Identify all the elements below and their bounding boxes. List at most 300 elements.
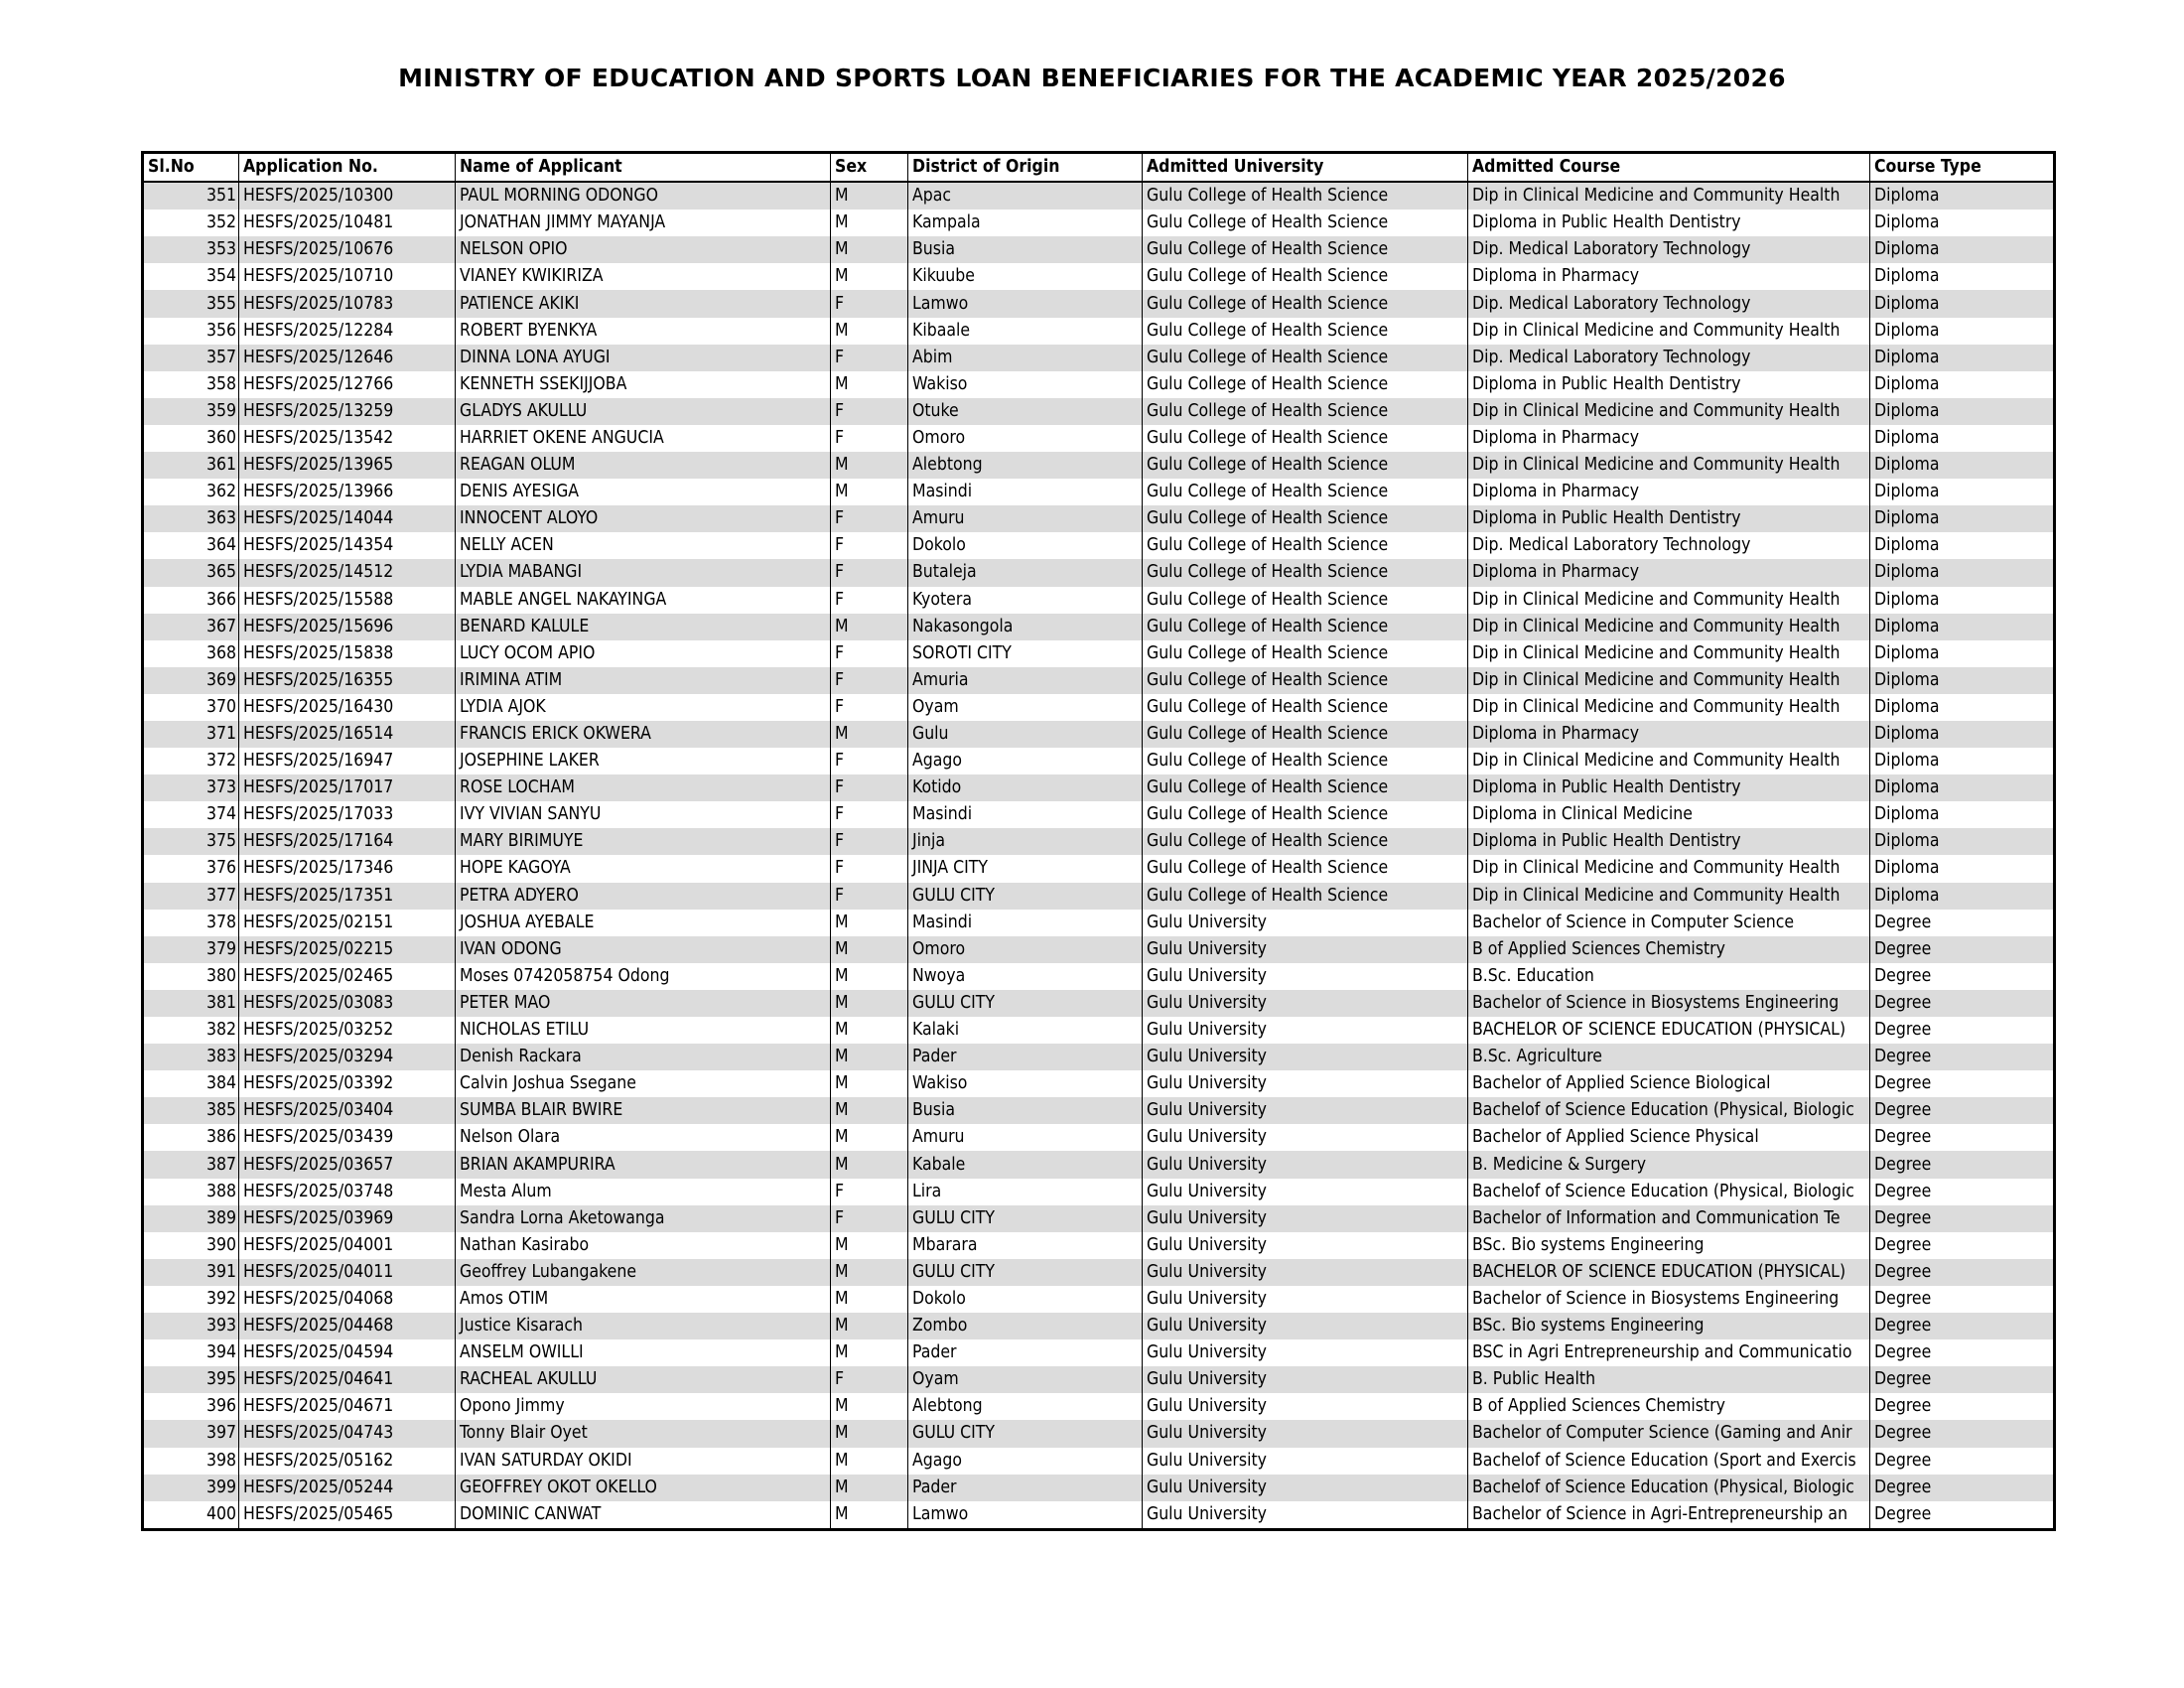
cell-sex: F	[831, 559, 908, 586]
cell-name: BENARD KALULE	[456, 614, 831, 640]
table-row	[143, 1286, 2055, 1313]
cell-name: MABLE ANGEL NAKAYINGA	[456, 587, 831, 614]
cell-district: Wakiso	[908, 371, 1143, 398]
table-row	[143, 801, 2055, 828]
cell-name: IVY VIVIAN SANYU	[456, 801, 831, 828]
cell-university: Gulu College of Health Science	[1143, 855, 1468, 882]
cell-university: Gulu College of Health Science	[1143, 748, 1468, 774]
cell-university: Gulu College of Health Science	[1143, 425, 1468, 452]
cell-district: Amuria	[908, 667, 1143, 694]
cell-application-no: HESFS/2025/05162	[239, 1448, 456, 1475]
cell-course: Dip in Clinical Medicine and Community Health	[1468, 452, 1870, 479]
cell-course: Bachelof of Science Education (Physical, Biologic	[1468, 1179, 1870, 1205]
table-row	[143, 318, 2055, 345]
cell-university: Gulu College of Health Science	[1143, 345, 1468, 371]
cell-sex: F	[831, 290, 908, 317]
table-row	[143, 667, 2055, 694]
cell-course: BSC in Agri Entrepreneurship and Communicatio	[1468, 1339, 1870, 1366]
cell-name: Opono Jimmy	[456, 1393, 831, 1420]
cell-sex: F	[831, 398, 908, 425]
cell-application-no: HESFS/2025/04011	[239, 1259, 456, 1286]
cell-application-no: HESFS/2025/16947	[239, 748, 456, 774]
cell-application-no: HESFS/2025/13542	[239, 425, 456, 452]
cell-course: Bachelor of Science in Agri-Entrepreneurship an	[1468, 1501, 1870, 1530]
cell-application-no: HESFS/2025/10481	[239, 210, 456, 236]
cell-slno: 368	[143, 640, 239, 667]
cell-district: Amuru	[908, 1124, 1143, 1151]
cell-district: GULU CITY	[908, 883, 1143, 910]
cell-application-no: HESFS/2025/04001	[239, 1232, 456, 1259]
cell-course-type: Diploma	[1870, 371, 2055, 398]
cell-application-no: HESFS/2025/17346	[239, 855, 456, 882]
cell-course-type: Diploma	[1870, 318, 2055, 345]
cell-district: Apac	[908, 182, 1143, 210]
cell-course-type: Diploma	[1870, 425, 2055, 452]
cell-course-type: Diploma	[1870, 345, 2055, 371]
cell-course-type: Degree	[1870, 1151, 2055, 1178]
cell-sex: M	[831, 990, 908, 1017]
cell-course: B. Public Health	[1468, 1366, 1870, 1393]
cell-district: Kikuube	[908, 263, 1143, 290]
cell-course: Diploma in Pharmacy	[1468, 721, 1870, 748]
cell-university: Gulu College of Health Science	[1143, 236, 1468, 263]
cell-name: ROBERT BYENKYA	[456, 318, 831, 345]
cell-name: Justice Kisarach	[456, 1313, 831, 1339]
cell-sex: F	[831, 587, 908, 614]
cell-course-type: Degree	[1870, 1017, 2055, 1044]
cell-university: Gulu College of Health Science	[1143, 182, 1468, 210]
cell-course-type: Diploma	[1870, 452, 2055, 479]
cell-slno: 399	[143, 1475, 239, 1501]
cell-slno: 353	[143, 236, 239, 263]
cell-course: Dip in Clinical Medicine and Community Health	[1468, 318, 1870, 345]
cell-district: Mbarara	[908, 1232, 1143, 1259]
cell-name: Tonny Blair Oyet	[456, 1420, 831, 1447]
cell-name: RACHEAL AKULLU	[456, 1366, 831, 1393]
col-slno-header: Sl.No	[143, 153, 239, 183]
cell-sex: M	[831, 1393, 908, 1420]
cell-university: Gulu University	[1143, 1393, 1468, 1420]
cell-university: Gulu College of Health Science	[1143, 883, 1468, 910]
col-district-header: District of Origin	[908, 153, 1143, 183]
cell-slno: 358	[143, 371, 239, 398]
cell-district: GULU CITY	[908, 1420, 1143, 1447]
cell-university: Gulu College of Health Science	[1143, 587, 1468, 614]
cell-name: IRIMINA ATIM	[456, 667, 831, 694]
cell-sex: M	[831, 1501, 908, 1530]
cell-application-no: HESFS/2025/04641	[239, 1366, 456, 1393]
cell-course-type: Diploma	[1870, 640, 2055, 667]
cell-course: Diploma in Public Health Dentistry	[1468, 371, 1870, 398]
cell-university: Gulu College of Health Science	[1143, 398, 1468, 425]
cell-name: JOSEPHINE LAKER	[456, 748, 831, 774]
cell-sex: M	[831, 1017, 908, 1044]
cell-course-type: Diploma	[1870, 290, 2055, 317]
cell-course: B. Medicine & Surgery	[1468, 1151, 1870, 1178]
cell-name: ROSE LOCHAM	[456, 774, 831, 801]
cell-application-no: HESFS/2025/10300	[239, 182, 456, 210]
cell-district: Kalaki	[908, 1017, 1143, 1044]
cell-slno: 383	[143, 1044, 239, 1070]
table-row	[143, 1097, 2055, 1124]
cell-application-no: HESFS/2025/15838	[239, 640, 456, 667]
cell-district: Abim	[908, 345, 1143, 371]
cell-application-no: HESFS/2025/14354	[239, 532, 456, 559]
table-row	[143, 182, 2055, 210]
cell-course-type: Degree	[1870, 1259, 2055, 1286]
cell-name: Amos OTIM	[456, 1286, 831, 1313]
cell-course-type: Diploma	[1870, 182, 2055, 210]
cell-course-type: Degree	[1870, 1448, 2055, 1475]
table-row	[143, 1475, 2055, 1501]
cell-slno: 393	[143, 1313, 239, 1339]
table-row	[143, 479, 2055, 505]
table-row	[143, 236, 2055, 263]
table-row	[143, 1259, 2055, 1286]
cell-slno: 375	[143, 828, 239, 855]
cell-sex: M	[831, 210, 908, 236]
cell-application-no: HESFS/2025/03392	[239, 1070, 456, 1097]
table-row	[143, 1313, 2055, 1339]
cell-course-type: Diploma	[1870, 614, 2055, 640]
col-sex-header: Sex	[831, 153, 908, 183]
cell-course: Diploma in Public Health Dentistry	[1468, 774, 1870, 801]
cell-sex: M	[831, 318, 908, 345]
cell-sex: M	[831, 910, 908, 936]
cell-university: Gulu College of Health Science	[1143, 371, 1468, 398]
cell-name: GLADYS AKULLU	[456, 398, 831, 425]
cell-slno: 361	[143, 452, 239, 479]
cell-course-type: Diploma	[1870, 479, 2055, 505]
cell-sex: F	[831, 855, 908, 882]
cell-sex: M	[831, 371, 908, 398]
cell-sex: M	[831, 1124, 908, 1151]
cell-name: INNOCENT ALOYO	[456, 505, 831, 532]
cell-university: Gulu University	[1143, 910, 1468, 936]
cell-university: Gulu University	[1143, 1232, 1468, 1259]
cell-slno: 398	[143, 1448, 239, 1475]
cell-slno: 380	[143, 963, 239, 990]
table-row	[143, 587, 2055, 614]
cell-university: Gulu University	[1143, 1366, 1468, 1393]
cell-sex: M	[831, 1313, 908, 1339]
cell-name: IVAN SATURDAY OKIDI	[456, 1448, 831, 1475]
cell-course-type: Degree	[1870, 1313, 2055, 1339]
cell-sex: M	[831, 614, 908, 640]
cell-district: Kabale	[908, 1151, 1143, 1178]
cell-slno: 351	[143, 182, 239, 210]
cell-course-type: Diploma	[1870, 855, 2055, 882]
cell-slno: 370	[143, 694, 239, 721]
cell-university: Gulu University	[1143, 1017, 1468, 1044]
cell-slno: 379	[143, 936, 239, 963]
cell-slno: 373	[143, 774, 239, 801]
cell-sex: M	[831, 452, 908, 479]
table-row	[143, 1501, 2055, 1530]
cell-course: B.Sc. Agriculture	[1468, 1044, 1870, 1070]
cell-application-no: HESFS/2025/17164	[239, 828, 456, 855]
cell-district: Zombo	[908, 1313, 1143, 1339]
cell-application-no: HESFS/2025/03404	[239, 1097, 456, 1124]
table-row	[143, 532, 2055, 559]
table-row	[143, 910, 2055, 936]
cell-university: Gulu University	[1143, 1205, 1468, 1232]
cell-course-type: Diploma	[1870, 801, 2055, 828]
cell-application-no: HESFS/2025/16355	[239, 667, 456, 694]
table-row	[143, 1124, 2055, 1151]
cell-university: Gulu University	[1143, 990, 1468, 1017]
cell-sex: F	[831, 748, 908, 774]
cell-slno: 396	[143, 1393, 239, 1420]
table-row	[143, 990, 2055, 1017]
cell-slno: 359	[143, 398, 239, 425]
cell-sex: M	[831, 263, 908, 290]
cell-course: Bachelor of Science in Biosystems Engineering	[1468, 990, 1870, 1017]
cell-university: Gulu University	[1143, 1475, 1468, 1501]
cell-application-no: HESFS/2025/03748	[239, 1179, 456, 1205]
cell-district: Lamwo	[908, 1501, 1143, 1530]
cell-slno: 363	[143, 505, 239, 532]
cell-course: Bachelor of Computer Science (Gaming and Anir	[1468, 1420, 1870, 1447]
cell-course-type: Diploma	[1870, 263, 2055, 290]
cell-sex: F	[831, 801, 908, 828]
beneficiaries-table	[141, 151, 2056, 1531]
cell-course-type: Diploma	[1870, 774, 2055, 801]
cell-name: Moses 0742058754 Odong	[456, 963, 831, 990]
cell-university: Gulu College of Health Science	[1143, 721, 1468, 748]
table-row	[143, 640, 2055, 667]
cell-name: Mesta Alum	[456, 1179, 831, 1205]
cell-slno: 362	[143, 479, 239, 505]
cell-name: JONATHAN JIMMY MAYANJA	[456, 210, 831, 236]
cell-slno: 378	[143, 910, 239, 936]
cell-name: DINNA LONA AYUGI	[456, 345, 831, 371]
cell-name: Calvin Joshua Ssegane	[456, 1070, 831, 1097]
table-row	[143, 1017, 2055, 1044]
cell-slno: 400	[143, 1501, 239, 1530]
cell-course: Dip in Clinical Medicine and Community Health	[1468, 748, 1870, 774]
cell-name: PETRA ADYERO	[456, 883, 831, 910]
cell-district: Jinja	[908, 828, 1143, 855]
table-row	[143, 963, 2055, 990]
cell-district: GULU CITY	[908, 1259, 1143, 1286]
cell-slno: 352	[143, 210, 239, 236]
cell-slno: 357	[143, 345, 239, 371]
cell-application-no: HESFS/2025/12284	[239, 318, 456, 345]
cell-district: Busia	[908, 1097, 1143, 1124]
cell-slno: 366	[143, 587, 239, 614]
cell-university: Gulu College of Health Science	[1143, 694, 1468, 721]
cell-application-no: HESFS/2025/13259	[239, 398, 456, 425]
cell-course: Bachelor of Applied Science Physical	[1468, 1124, 1870, 1151]
cell-course-type: Degree	[1870, 963, 2055, 990]
cell-application-no: HESFS/2025/05465	[239, 1501, 456, 1530]
cell-university: Gulu University	[1143, 1501, 1468, 1530]
cell-slno: 365	[143, 559, 239, 586]
cell-application-no: HESFS/2025/10783	[239, 290, 456, 317]
cell-course-type: Diploma	[1870, 883, 2055, 910]
cell-course: B.Sc. Education	[1468, 963, 1870, 990]
table-row	[143, 748, 2055, 774]
table-row	[143, 1179, 2055, 1205]
cell-sex: F	[831, 532, 908, 559]
cell-course: Diploma in Public Health Dentistry	[1468, 505, 1870, 532]
cell-sex: M	[831, 1044, 908, 1070]
cell-name: SUMBA BLAIR BWIRE	[456, 1097, 831, 1124]
cell-district: GULU CITY	[908, 1205, 1143, 1232]
cell-name: HARRIET OKENE ANGUCIA	[456, 425, 831, 452]
cell-slno: 372	[143, 748, 239, 774]
cell-university: Gulu College of Health Science	[1143, 614, 1468, 640]
cell-course: BACHELOR OF SCIENCE EDUCATION (PHYSICAL)	[1468, 1017, 1870, 1044]
cell-sex: F	[831, 345, 908, 371]
cell-course: Diploma in Pharmacy	[1468, 263, 1870, 290]
cell-sex: F	[831, 505, 908, 532]
table-row	[143, 721, 2055, 748]
cell-district: SOROTI CITY	[908, 640, 1143, 667]
cell-slno: 390	[143, 1232, 239, 1259]
cell-name: Denish Rackara	[456, 1044, 831, 1070]
cell-slno: 395	[143, 1366, 239, 1393]
cell-slno: 382	[143, 1017, 239, 1044]
cell-university: Gulu University	[1143, 1339, 1468, 1366]
cell-slno: 385	[143, 1097, 239, 1124]
table-row	[143, 1205, 2055, 1232]
table-row	[143, 936, 2055, 963]
cell-name: LYDIA AJOK	[456, 694, 831, 721]
cell-slno: 397	[143, 1420, 239, 1447]
col-university-header: Admitted University	[1143, 153, 1468, 183]
cell-application-no: HESFS/2025/13965	[239, 452, 456, 479]
cell-course-type: Degree	[1870, 936, 2055, 963]
cell-university: Gulu College of Health Science	[1143, 290, 1468, 317]
cell-application-no: HESFS/2025/03969	[239, 1205, 456, 1232]
cell-course: Diploma in Public Health Dentistry	[1468, 210, 1870, 236]
cell-name: DOMINIC CANWAT	[456, 1501, 831, 1530]
cell-district: Kyotera	[908, 587, 1143, 614]
table-row	[143, 774, 2055, 801]
cell-slno: 374	[143, 801, 239, 828]
cell-district: Kibaale	[908, 318, 1143, 345]
cell-course-type: Diploma	[1870, 721, 2055, 748]
cell-university: Gulu College of Health Science	[1143, 774, 1468, 801]
cell-application-no: HESFS/2025/02215	[239, 936, 456, 963]
cell-university: Gulu University	[1143, 963, 1468, 990]
cell-slno: 354	[143, 263, 239, 290]
cell-district: Omoro	[908, 425, 1143, 452]
cell-sex: M	[831, 1448, 908, 1475]
table-row	[143, 210, 2055, 236]
cell-application-no: HESFS/2025/16430	[239, 694, 456, 721]
cell-sex: F	[831, 425, 908, 452]
cell-course: Dip in Clinical Medicine and Community Health	[1468, 855, 1870, 882]
table-row	[143, 1232, 2055, 1259]
cell-course: BACHELOR OF SCIENCE EDUCATION (PHYSICAL)	[1468, 1259, 1870, 1286]
cell-university: Gulu College of Health Science	[1143, 828, 1468, 855]
cell-university: Gulu University	[1143, 1179, 1468, 1205]
cell-sex: F	[831, 883, 908, 910]
cell-university: Gulu University	[1143, 1044, 1468, 1070]
cell-district: Agago	[908, 748, 1143, 774]
cell-application-no: HESFS/2025/05244	[239, 1475, 456, 1501]
cell-course: Bachelor of Science in Biosystems Engineering	[1468, 1286, 1870, 1313]
cell-name: Sandra Lorna Aketowanga	[456, 1205, 831, 1232]
cell-slno: 360	[143, 425, 239, 452]
cell-slno: 386	[143, 1124, 239, 1151]
cell-university: Gulu College of Health Science	[1143, 263, 1468, 290]
cell-course-type: Diploma	[1870, 587, 2055, 614]
cell-university: Gulu University	[1143, 1124, 1468, 1151]
cell-university: Gulu University	[1143, 1070, 1468, 1097]
cell-application-no: HESFS/2025/03657	[239, 1151, 456, 1178]
cell-slno: 355	[143, 290, 239, 317]
cell-course: Dip in Clinical Medicine and Community Health	[1468, 614, 1870, 640]
cell-district: Lamwo	[908, 290, 1143, 317]
cell-course-type: Diploma	[1870, 667, 2055, 694]
cell-course-type: Degree	[1870, 1232, 2055, 1259]
cell-district: Agago	[908, 1448, 1143, 1475]
cell-university: Gulu University	[1143, 1151, 1468, 1178]
table-row	[143, 505, 2055, 532]
cell-name: ANSELM OWILLI	[456, 1339, 831, 1366]
cell-university: Gulu College of Health Science	[1143, 801, 1468, 828]
table-row	[143, 1339, 2055, 1366]
cell-name: LUCY OCOM APIO	[456, 640, 831, 667]
cell-university: Gulu College of Health Science	[1143, 210, 1468, 236]
cell-course-type: Diploma	[1870, 398, 2055, 425]
cell-sex: F	[831, 667, 908, 694]
cell-slno: 369	[143, 667, 239, 694]
cell-slno: 391	[143, 1259, 239, 1286]
cell-application-no: HESFS/2025/04068	[239, 1286, 456, 1313]
cell-slno: 367	[143, 614, 239, 640]
cell-application-no: HESFS/2025/17017	[239, 774, 456, 801]
cell-course-type: Degree	[1870, 990, 2055, 1017]
table-row	[143, 855, 2055, 882]
cell-course-type: Degree	[1870, 1097, 2055, 1124]
cell-slno: 381	[143, 990, 239, 1017]
cell-application-no: HESFS/2025/10676	[239, 236, 456, 263]
cell-slno: 389	[143, 1205, 239, 1232]
cell-district: Dokolo	[908, 532, 1143, 559]
cell-slno: 384	[143, 1070, 239, 1097]
cell-course: Bachelof of Science Education (Physical, Biologic	[1468, 1475, 1870, 1501]
cell-name: HOPE KAGOYA	[456, 855, 831, 882]
cell-course-type: Diploma	[1870, 694, 2055, 721]
cell-course-type: Degree	[1870, 910, 2055, 936]
cell-university: Gulu University	[1143, 936, 1468, 963]
cell-university: Gulu College of Health Science	[1143, 559, 1468, 586]
cell-application-no: HESFS/2025/04743	[239, 1420, 456, 1447]
cell-course-type: Degree	[1870, 1205, 2055, 1232]
cell-name: MARY BIRIMUYE	[456, 828, 831, 855]
cell-sex: M	[831, 1339, 908, 1366]
cell-application-no: HESFS/2025/15588	[239, 587, 456, 614]
cell-district: Otuke	[908, 398, 1143, 425]
cell-sex: M	[831, 1151, 908, 1178]
cell-course-type: Degree	[1870, 1366, 2055, 1393]
cell-district: Wakiso	[908, 1070, 1143, 1097]
cell-name: FRANCIS ERICK OKWERA	[456, 721, 831, 748]
cell-sex: M	[831, 182, 908, 210]
cell-name: Nathan Kasirabo	[456, 1232, 831, 1259]
cell-sex: M	[831, 936, 908, 963]
cell-application-no: HESFS/2025/17033	[239, 801, 456, 828]
table-row	[143, 694, 2055, 721]
table-row	[143, 883, 2055, 910]
cell-application-no: HESFS/2025/04468	[239, 1313, 456, 1339]
cell-university: Gulu University	[1143, 1420, 1468, 1447]
